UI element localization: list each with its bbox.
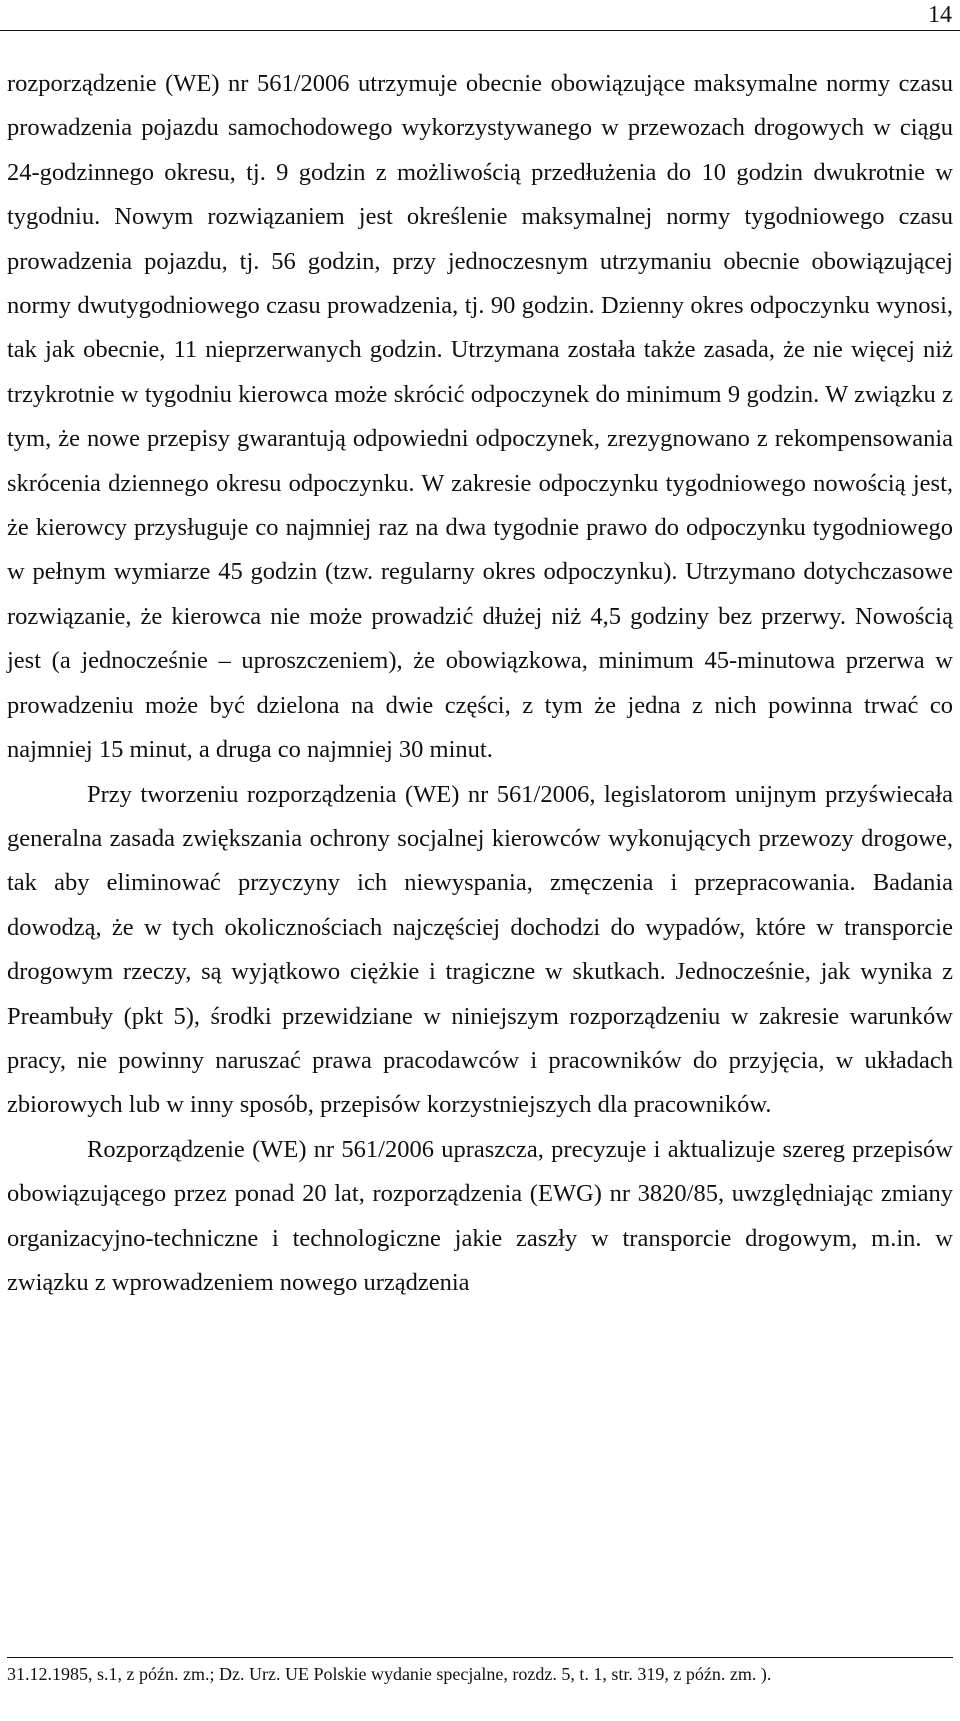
paragraph-continuation: rozporządzenie (WE) nr 561/2006 utrzymuje obecnie obowiązujące maksymalne normy czasu prowadzenia pojazdu samochodowego wykorzystywanego w przewozach drogowych w ciągu 24-godzinnego okresu, tj. 9 godzin z możliwością przedłużenia do 10 godzin dwukrotnie w tygodniu. Nowym rozwiązaniem jest określenie maksymalnej normy tygodniowego czasu prowadzenia pojazdu, tj. 56 godzin, przy jednoczesnym utrzymaniu obecnie obowiązującej normy dwutygodniowego czasu prowadzenia, tj. 90 godzin. Dzienny okres odpoczynku wynosi, tak jak obecnie, 11 nieprzerwanych godzin. Utrzymana została także zasada, że nie więcej niż trzykrotnie w tygodniu kierowca może skrócić odpoczynek do minimum 9 godzin. W związku z tym, że nowe przepisy gwarantują odpowiedni odpoczynek, zrezygnowano z rekompensowania skrócenia dziennego okresu odpoczynku. W zakresie odpoczynku tygodniowego nowością jest, że kierowcy przysługuje co najmniej raz na dwa tygodnie prawo do odpoczynku tygodniowego w pełnym wymiarze 45 godzin (tzw. regularny okres odpoczynku). Utrzymano dotychczasowe rozwiązanie, że kierowca nie może prowadzić dłużej niż 4,5 godziny bez przerwy. Nowością jest (a jednocześnie – uproszczeniem), że obowiązkowa, minimum 45-minutowa przerwa w prowadzeniu może być dzielona na dwie części, z tym że jedna z nich powinna trwać co najmniej 15 minut, a druga co najmniej 30 minut. xyxy=(7,70,953,764)
footnote-rule xyxy=(7,1657,953,1658)
footnote: 31.12.1985, s.1, z późn. zm.; Dz. Urz. UE Polskie wydanie specjalne, rozdz. 5, t. 1, str. 319, z późn. zm. ). xyxy=(7,1664,772,1684)
page-number: 14 xyxy=(928,2,952,28)
header-rule xyxy=(0,30,960,31)
paragraph-regulation: Rozporządzenie (WE) nr 561/2006 upraszcza, precyzuje i aktualizuje szereg przepisów obowiązującego przez ponad 20 lat, rozporządzenia (EWG) nr 3820/85, uwzględniając zmiany organizacyjno-techniczne i technologiczne jakie zaszły w transporcie drogowym, m.in. w związku z wprowadzeniem nowego urządzenia xyxy=(7,1135,953,1296)
body-text xyxy=(7,62,953,1305)
paragraph-legislators: Przy tworzeniu rozporządzenia (WE) nr 561/2006, legislatorom unijnym przyświecała generalna zasada zwiększania ochrony socjalnej kierowców wykonujących przewozy drogowe, tak aby eliminować przyczyny ich niewyspania, zmęczenia i przepracowania. Badania dowodzą, że w tych okolicznościach najczęściej dochodzi do wypadów, które w transporcie drogowym rzeczy, są wyjątkowo ciężkie i tragiczne w skutkach. Jednocześnie, jak wynika z Preambuły (pkt 5), środki przewidziane w niniejszym rozporządzeniu w zakresie warunków pracy, nie powinny naruszać prawa pracodawców i pracowników do przyjęcia, w układach zbiorowych lub w inny sposób, przepisów korzystniejszych dla pracowników. xyxy=(7,780,953,1119)
